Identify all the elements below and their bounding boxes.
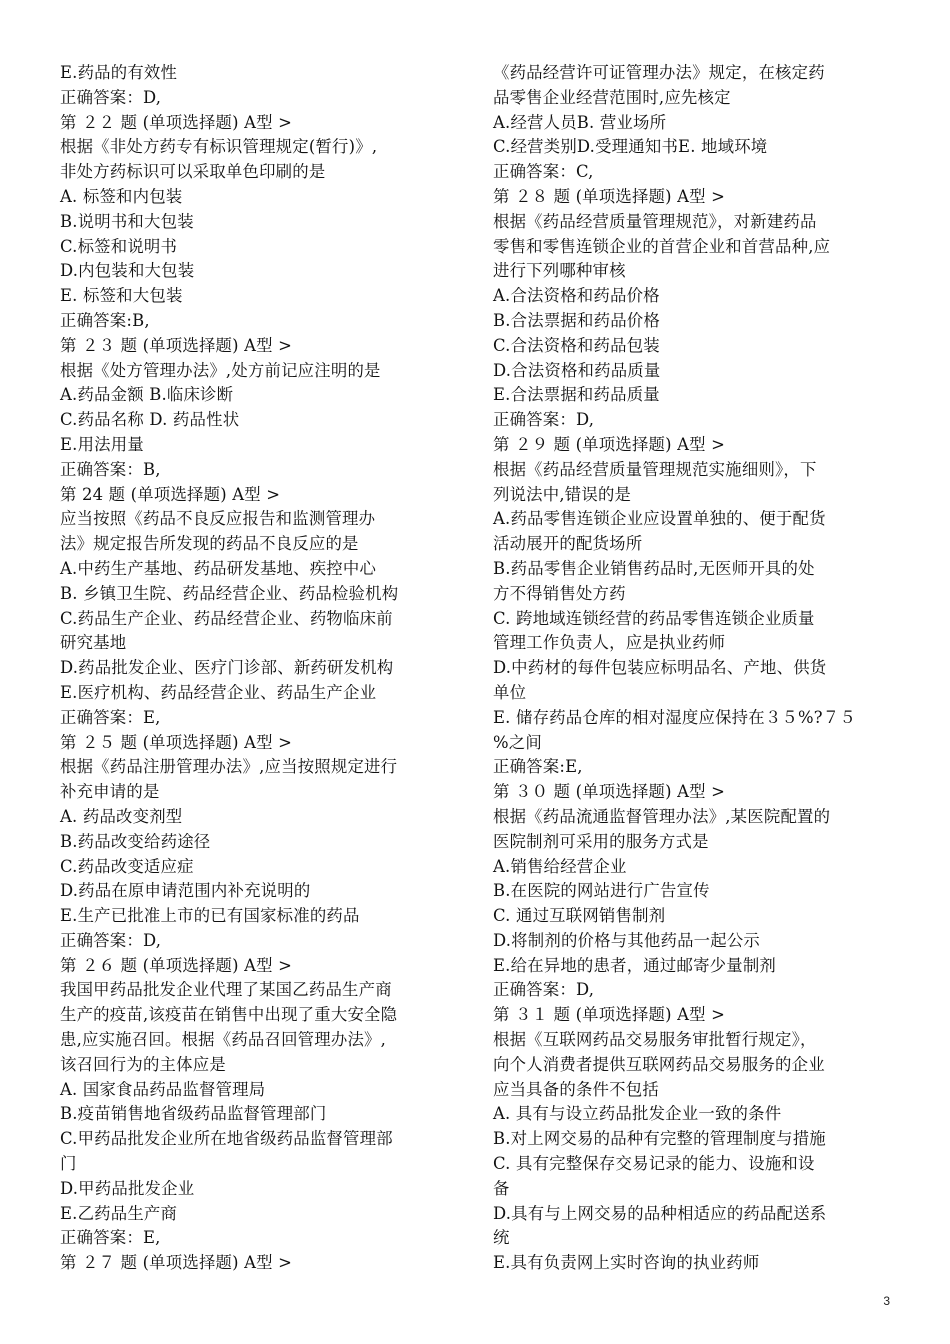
- text-line: 统: [493, 1228, 510, 1248]
- text-line: D.将制剂的价格与其他药品一起公示: [493, 930, 761, 950]
- text-line: E.合法票据和药品质量: [493, 385, 660, 405]
- text-line: 第 ２８ 题 (单项选择题) A型 >: [493, 186, 726, 206]
- text-line: A.中药生产基地、药品研发基地、疾控中心: [60, 558, 377, 578]
- right-column: [493, 61, 893, 1276]
- text-line: 根据《药品经营质量管理规范》，对新建药品: [493, 211, 817, 231]
- text-line: A.药品金额 B.临床诊断: [60, 385, 234, 405]
- text-line: B. 乡镇卫生院、药品经营企业、药品检验机构: [60, 583, 399, 603]
- text-line: 正确答案：B,: [60, 459, 161, 479]
- text-line: 正确答案：E,: [60, 1228, 161, 1248]
- text-line: 第 ３１ 题 (单项选择题) A型 >: [493, 1005, 726, 1025]
- text-line: 研究基地: [60, 633, 127, 653]
- text-line: D.合法资格和药品质量: [493, 360, 661, 380]
- text-line: C.标签和说明书: [60, 236, 178, 256]
- text-line: 第 ２２ 题 (单项选择题) A型 >: [60, 112, 293, 132]
- text-line: B.药品零售企业销售药品时,无医师开具的处: [493, 558, 815, 578]
- text-line: D.内包装和大包装: [60, 261, 195, 281]
- text-line: A.合法资格和药品价格: [493, 286, 660, 306]
- text-line: B.说明书和大包装: [60, 211, 194, 231]
- text-line: 根据《药品流通监督管理办法》,某医院配置的: [493, 806, 831, 826]
- text-line: B.药品改变给药途径: [60, 831, 211, 851]
- text-line: 第 ３０ 题 (单项选择题) A型 >: [493, 782, 726, 802]
- text-line: 我国甲药品批发企业代理了某国乙药品生产商: [60, 980, 392, 1000]
- text-line: D.中药材的每件包装应标明品名、产地、供货: [493, 658, 827, 678]
- page-number: 3: [883, 1294, 890, 1308]
- text-line: E.用法用量: [60, 434, 144, 454]
- text-line: 根据《互联网药品交易服务审批暂行规定》，: [493, 1030, 817, 1050]
- text-line: E.具有负责网上实时咨询的执业药师: [493, 1253, 760, 1273]
- text-line: C. 跨地域连锁经营的药品零售连锁企业质量: [493, 608, 815, 628]
- text-line: D.药品在原申请范围内补充说明的: [60, 881, 311, 901]
- text-line: 正确答案：C,: [493, 162, 594, 182]
- text-line: C. 通过互联网销售制剂: [493, 906, 666, 926]
- text-line: E.给在异地的患者，通过邮寄少量制剂: [493, 955, 777, 975]
- text-line: B.合法票据和药品价格: [493, 310, 660, 330]
- text-line: 根据《药品经营质量管理规范实施细则》，下: [493, 459, 817, 479]
- text-line: D.药品批发企业、医疗门诊部、新药研发机构: [60, 658, 394, 678]
- text-line: 患,应实施召回。根据《药品召回管理办法》,: [60, 1030, 387, 1050]
- text-line: 正确答案：D,: [60, 87, 162, 107]
- text-line: B.疫苗销售地省级药品监督管理部门: [60, 1104, 327, 1124]
- text-line: B.在医院的网站进行广告宣传: [493, 881, 710, 901]
- text-line: 列说法中,错误的是: [493, 484, 632, 504]
- text-line: C.药品改变适应症: [60, 856, 194, 876]
- text-line: 正确答案：D,: [493, 980, 595, 1000]
- text-line: 门: [60, 1154, 77, 1174]
- text-line: 第 ２６ 题 (单项选择题) A型 >: [60, 955, 293, 975]
- text-line: 应当按照《药品不良反应报告和监测管理办: [60, 509, 376, 529]
- text-line: A. 标签和内包装: [60, 186, 183, 206]
- text-line: 该召回行为的主体应是: [60, 1054, 226, 1074]
- text-line: A.经营人员B. 营业场所: [493, 112, 667, 132]
- text-line: 第 ２５ 题 (单项选择题) A型 >: [60, 732, 293, 752]
- text-line: 补充申请的是: [60, 782, 160, 802]
- text-line: 正确答案：D,: [493, 410, 595, 430]
- text-line: %之间: [493, 732, 542, 752]
- text-line: 生产的疫苗,该疫苗在销售中出现了重大安全隐: [60, 1005, 398, 1025]
- text-line: 第 ２９ 题 (单项选择题) A型 >: [493, 434, 726, 454]
- text-line: A.销售给经营企业: [493, 856, 627, 876]
- text-line: 管理工作负责人，应是执业药师: [493, 633, 726, 653]
- text-line: E. 储存药品仓库的相对湿度应保持在３５%?７５: [493, 707, 856, 727]
- text-line: C.药品名称 D. 药品性状: [60, 410, 240, 430]
- text-line: 非处方药标识可以采取单色印刷的是: [60, 162, 326, 182]
- text-line: 法》规定报告所发现的药品不良反应的是: [60, 534, 359, 554]
- text-line: A. 国家食品药品监督管理局: [60, 1079, 266, 1099]
- text-line: 第 ２７ 题 (单项选择题) A型 >: [60, 1253, 293, 1273]
- text-line: A. 具有与设立药品批发企业一致的条件: [493, 1104, 782, 1124]
- text-line: A. 药品改变剂型: [60, 806, 183, 826]
- text-line: D.具有与上网交易的品种相适应的药品配送系: [493, 1203, 827, 1223]
- text-line: 向个人消费者提供互联网药品交易服务的企业: [493, 1054, 825, 1074]
- text-line: E.药品的有效性: [60, 63, 178, 82]
- text-line: E.乙药品生产商: [60, 1203, 178, 1223]
- text-line: 第 ２３ 题 (单项选择题) A型 >: [60, 335, 293, 355]
- text-line: C.合法资格和药品包装: [493, 335, 660, 355]
- text-line: C.甲药品批发企业所在地省级药品监督管理部: [60, 1129, 393, 1149]
- text-line: 正确答案:E,: [493, 757, 583, 777]
- text-line: 单位: [493, 682, 527, 702]
- text-line: 正确答案：D,: [60, 930, 162, 950]
- text-line: 零售和零售连锁企业的首营企业和首营品种,应: [493, 236, 831, 256]
- text-line: 方不得销售处方药: [493, 583, 626, 603]
- left-column: [60, 61, 460, 1276]
- text-line: 品零售企业经营范围时,应先核定: [493, 87, 731, 107]
- text-line: 正确答案：E,: [60, 707, 161, 727]
- text-line: 医院制剂可采用的服务方式是: [493, 831, 709, 851]
- text-line: 《药品经营许可证管理办法》规定，在核定药: [493, 63, 825, 82]
- text-line: 根据《非处方药专有标识管理规定(暂行)》,: [60, 137, 378, 157]
- text-line: A.药品零售连锁企业应设置单独的、便于配货: [493, 509, 826, 529]
- text-line: 第 24 题 (单项选择题) A型 >: [60, 484, 281, 504]
- text-line: 根据《处方管理办法》,处方前记应注明的是: [60, 360, 381, 380]
- text-line: C.经营类别D.受理通知书E. 地域环境: [493, 137, 768, 157]
- text-line: C. 具有完整保存交易记录的能力、设施和设: [493, 1154, 815, 1174]
- text-line: E.医疗机构、药品经营企业、药品生产企业: [60, 682, 377, 702]
- text-line: E. 标签和大包装: [60, 286, 183, 306]
- text-line: B.对上网交易的品种有完整的管理制度与措施: [493, 1129, 826, 1149]
- text-line: 进行下列哪种审核: [493, 261, 626, 281]
- text-line: C.药品生产企业、药品经营企业、药物临床前: [60, 608, 393, 628]
- text-line: E.生产已批准上市的已有国家标准的药品: [60, 906, 360, 926]
- text-line: 应当具备的条件不包括: [493, 1079, 659, 1099]
- text-line: 活动展开的配货场所: [493, 534, 643, 554]
- text-line: 备: [493, 1178, 510, 1198]
- text-line: D.甲药品批发企业: [60, 1178, 195, 1198]
- text-line: 根据《药品注册管理办法》,应当按照规定进行: [60, 757, 398, 777]
- text-line: 正确答案:B,: [60, 310, 150, 330]
